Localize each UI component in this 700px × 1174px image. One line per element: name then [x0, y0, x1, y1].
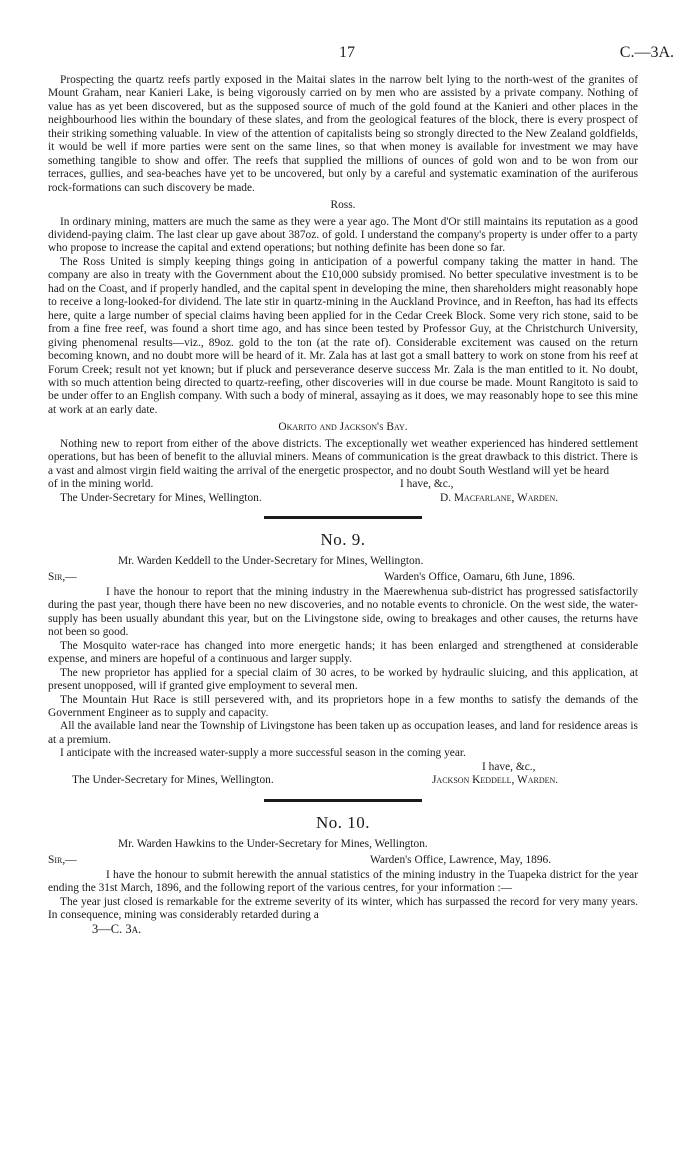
paragraph: Nothing new to report from either of the above districts. The exceptionally wet weather experienced has hindered settlement operations, but has been of benefit to the alluvial miners. Means of communication is the great drawback to this district. There is a vast and almost virgin field waiting the arrival of the energetic prospector, and no doubt South Westland will yet be heard — [48, 437, 638, 477]
letter-heading: Mr. Warden Keddell to the Under-Secretary for Mines, Wellington. — [118, 555, 424, 568]
paragraph: In ordinary mining, matters are much the same as they were a year ago. The Mont d'Or still maintains its reputation as a good dividend-paying claim. The last clear up gave about 387oz. of gold. I understand the company's property is under offer to a party who propose to increase the capital and extend operations; but nothing definite has been done so far. — [48, 215, 638, 255]
salutation-row — [48, 571, 638, 586]
paragraph: The year just closed is remarkable for the extreme severity of its winter, which has surpassed the record for very many years. In consequence, mining was considerably retarded during a — [48, 895, 638, 921]
office-date: Warden's Office, Lawrence, May, 1896. — [370, 853, 552, 866]
document-number: No. 9. — [320, 530, 366, 550]
salutation: Sir,— — [48, 853, 77, 866]
office-date: Warden's Office, Oamaru, 6th June, 1896. — [384, 570, 576, 583]
closing-formula: I have, &c., — [400, 478, 454, 491]
signature: Jackson Keddell, Warden. — [432, 774, 559, 787]
signature-mark: 3—C. 3a. — [92, 922, 142, 937]
closing-formula: I have, &c., — [482, 760, 536, 773]
paragraph: The new proprietor has applied for a special claim of 30 acres, to be worked by hydraulic sluicing, and this application, at present unopposed, will if granted give employment to several men. — [48, 666, 638, 693]
paragraph: The Ross United is simply keeping things going in anticipation of a powerful company taking the matter in hand. The company are also in treaty with the Government about the £10,000 subsidy promised. No better speculative investment is to be had on the Coast, and if properly handled, and the capital spent in developing the mine, then shareholders might reasonably hope to receive a long-looked-for dividend. The late stir in quartz-mining in the Auckland Province, and in Reefton, has had its effects here, quite a large number of special claims having been applied for in the Cedar Creek Block. Some very rich stone, said to be from a fine free reef, was found a short time ago, and has since been tested by Professor Guy, at the Christchurch University, giving phenomenal results—viz., 89oz. gold to the ton (at the rate of). Considerable excitement was caused on the return becoming known, and no doubt more will be heard of it. Mr. Zala has at last got a small battery to work on stone from his reef at Forum Creek; result not yet known; but if pluck and perseverance deserve success Mr. Zala is the man entitled to it. No doubt, with so much attention being directed to quartz-reefing, other discoveries will in due course be made. Mount Rangitoto is said to be under offer to an English company. With such a body of mineral, assaying as it does, we may reasonably hope to see this mine at work at an early date. — [48, 255, 638, 416]
paragraph: Prospecting the quartz reefs partly exposed in the Maitai slates in the narrow belt lying to the north-west of the granites of Mount Graham, near Kanieri Lake, is being vigorously carried on by men who are assisted by a private company. Nothing of value has as yet been discovered, but as the supposed source of much of the gold found at the Kanieri and other places in the neighbourhood lies within the boundary of these slates, and from the geological features of the block, there is every prospect of their striking something valuable. In view of the attention of capitalists being so strongly directed to the New Zealand goldfields, it would be well if more parties were sent on the same lines, so that when money is available for investment we may have something tangible to show and offer. The reefs that supplied the millions of ounces of gold won and to be won from our terraces, gullies, and sea-beaches have yet to be uncovered, but only by a careful and systematic examination of the auriferous rock-formations can such discovery be made. — [48, 74, 638, 194]
signature-row — [48, 774, 638, 787]
document-body — [48, 74, 638, 937]
signature: D. Macfarlane, Warden. — [440, 491, 559, 504]
paragraph: The Mosquito water-race has changed into more energetic hands; it has been enlarged and strengthened at considerable expense, and miners are hopeful of a continuous and larger supply. — [48, 639, 638, 666]
signature-row — [48, 492, 638, 505]
paragraph: I anticipate with the increased water-supply a more successful season in the coming year. — [60, 747, 466, 760]
section-divider — [264, 799, 422, 802]
letter-heading: Mr. Warden Hawkins to the Under-Secretary for Mines, Wellington. — [118, 838, 428, 851]
closing-row — [48, 761, 638, 774]
page-header — [0, 44, 700, 64]
paragraph-end: of in the mining world. — [48, 478, 154, 491]
paragraph: All the available land near the Township of Livingstone has been taken up as occupation leases, and land for residence areas is at a premium. — [48, 720, 638, 746]
paragraph: I have the honour to report that the mining industry in the Maerewhenua sub-district has progressed satisfactorily during the past year, though there have been no new discoveries, and no notable events to chronicle. On the west side, the water-supply has been usually abundant this year, but on the Livingstone side, owing to breakages and other causes, the returns have not been so good. — [48, 585, 638, 639]
section-heading-ross: Ross. — [330, 199, 356, 212]
closing-row — [48, 478, 638, 491]
addressee: The Under-Secretary for Mines, Wellington. — [72, 774, 274, 787]
document-reference: C.—3A. — [619, 44, 674, 61]
salutation: Sir,— — [48, 570, 77, 583]
section-divider — [264, 516, 422, 519]
paragraph: The Mountain Hut Race is still persevered with, and its proprietors hope in a few months to satisfy the demands of the Government Engineer as to supply and capacity. — [48, 693, 638, 719]
paragraph: I have the honour to submit herewith the annual statistics of the mining industry in the Tuapeka district for the year ending the 31st March, 1896, and the following report of the various centres, for your information :— — [48, 868, 638, 895]
salutation-row — [48, 854, 638, 869]
page-number: 17 — [339, 44, 355, 61]
addressee: The Under-Secretary for Mines, Wellington. — [60, 491, 262, 504]
document-number: No. 10. — [315, 812, 371, 832]
section-heading-okarito: Okarito and Jackson's Bay. — [278, 421, 408, 434]
